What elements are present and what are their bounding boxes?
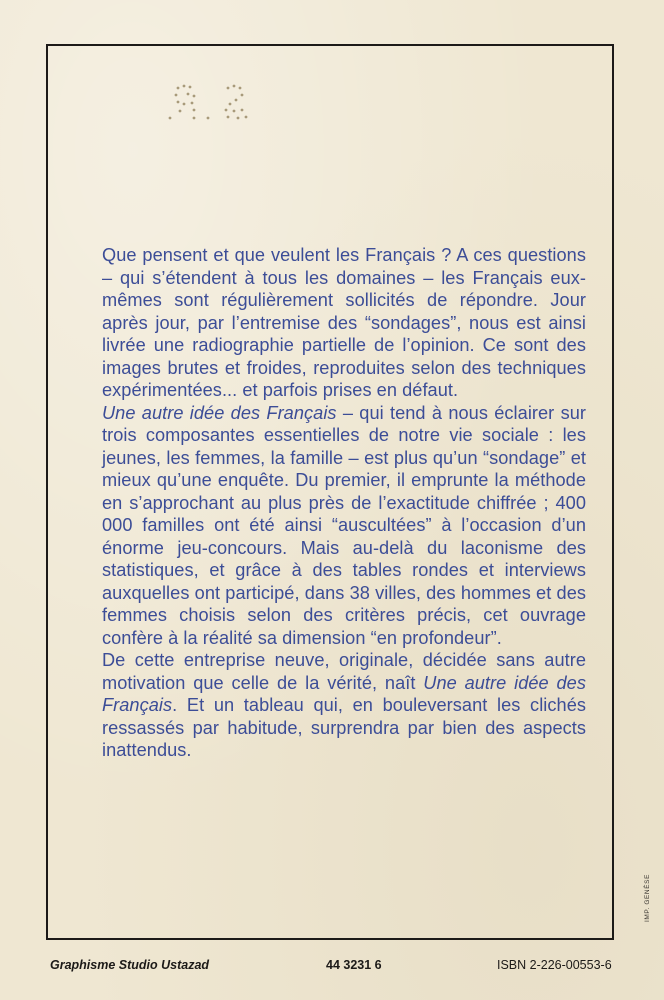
book-title-italic: Une autre idée des Français bbox=[102, 402, 337, 423]
isbn: ISBN 2-226-00553-6 bbox=[497, 958, 612, 972]
blurb-paragraph bbox=[102, 244, 586, 402]
back-cover-blurb bbox=[102, 244, 586, 762]
design-credit: Graphisme Studio Ustazad bbox=[50, 958, 210, 972]
book-title-italic: Une autre idée des Français bbox=[102, 672, 586, 715]
blurb-text: De cette entreprise neuve, originale, décidée sans autre motivation que celle de la vérité, naît bbox=[102, 650, 586, 693]
blurb-paragraph bbox=[102, 649, 586, 762]
blurb-text: – qui tend à nous éclairer sur trois composantes essentielles de notre vie sociale : les jeunes, les femmes, la famille – est plus qu’un “sondage” et mieux qu’une enquête. Du premier, il emprunte la méthode en s’approchant au plus près de l’exactitude chiffrée ; 400 000 familles ont été ainsi “auscultées” à l’occasion d’un énorme jeu-concours. Mais au-delà du laconisme des statistiques, et grâce à des tables rondes et interviews auxquelles ont participé, dans 38 villes, des hommes et des femmes choisis selon des critères précis, cet ouvrage confère à la réalité sa dimension “en profondeur”. bbox=[102, 402, 586, 648]
blurb-paragraph bbox=[102, 402, 586, 650]
cover-footer bbox=[0, 958, 664, 978]
printer-mark: IMP. GENÈSE bbox=[644, 873, 651, 922]
embossed-price-mark-icon bbox=[168, 80, 258, 130]
product-code: 44 3231 6 bbox=[326, 958, 382, 972]
blurb-text: Que pensent et que veulent les Français ? A ces questions – qui s’étendent à tous les domaines – les Français eux-mêmes sont régulièrement sollicités de répondre. Jour après jour, par l’entremise des “sondages”, nous est ainsi livrée une radiographie partielle de l’opinion. Ce sont des images brutes et froides, reproduites selon des techniques expérimentées... et parfois prises en défaut. bbox=[102, 245, 586, 400]
blurb-text: . Et un tableau qui, en bouleversant les clichés ressassés par habitude, surprendra par bien des aspects inattendus. bbox=[102, 695, 586, 760]
